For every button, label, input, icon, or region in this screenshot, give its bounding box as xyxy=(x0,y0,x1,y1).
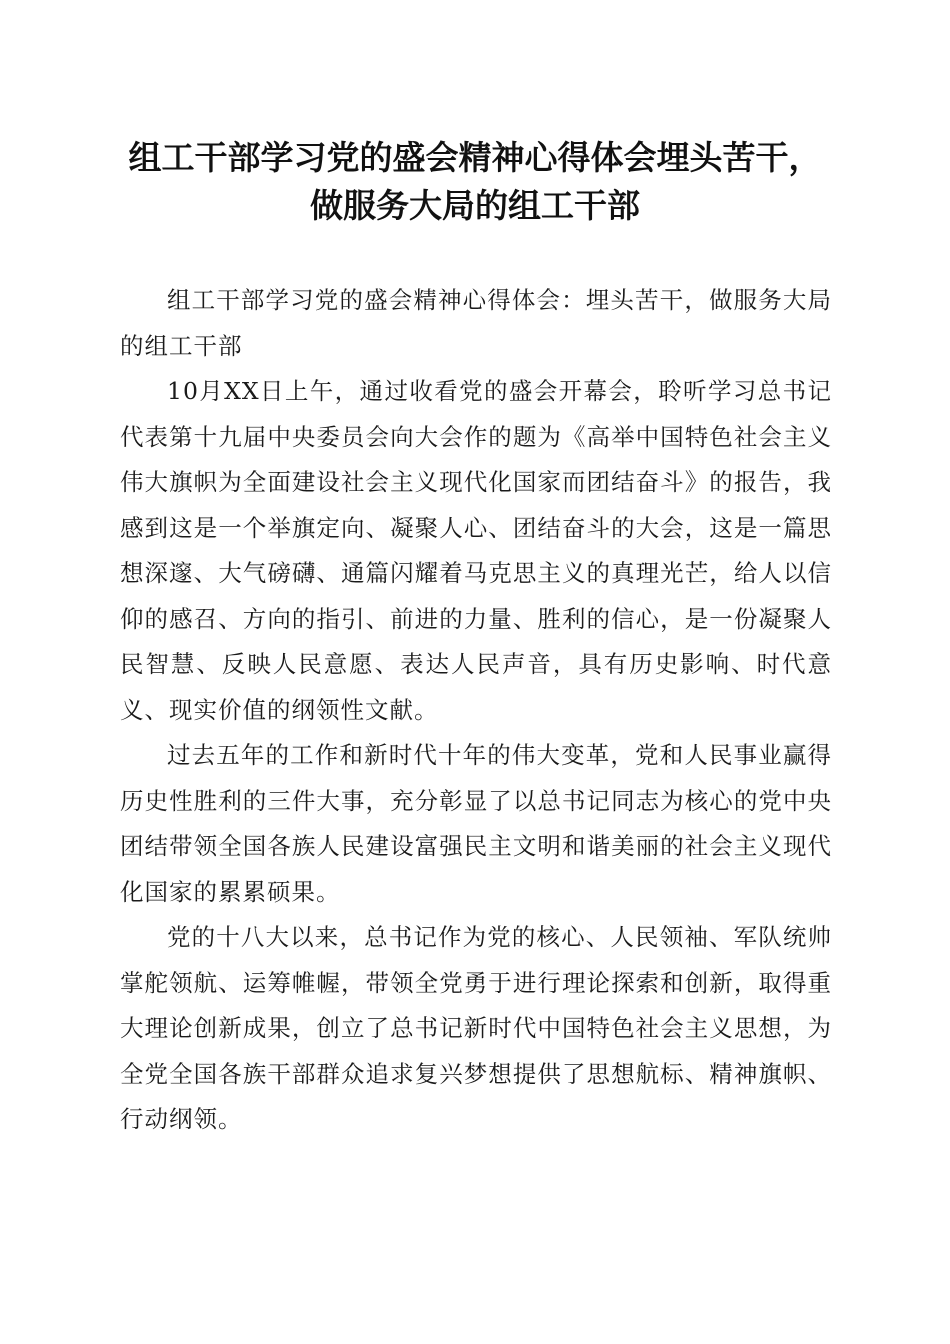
title-line-2: 做服务大局的组工干部 xyxy=(310,186,640,225)
title-line-1: 组工干部学习党的盛会精神心得体会埋头苦干， xyxy=(128,138,822,177)
paragraph-subtitle: 组工干部学习党的盛会精神心得体会：埋头苦干，做服务大局的组工干部 xyxy=(120,286,832,360)
paragraph-report-impression: 10月XX日上午，通过收看党的盛会开幕会，聆听学习总书记代表第十九届中央委员会向大会作的题为《高举中国特色社会主义伟大旗帜为全面建设社会主义现代化国家而团结奋斗》的报告，我感到这是一个举旗定向、凝聚人心、团结奋斗的大会，这是一篇思想深邃、大气磅礴、通篇闪耀着马克思主义的真理光芒，给人以信仰的感召、方向的指引、前进的力量、胜利的信心，是一份凝聚人民智慧、反映人民意愿、表达人民声音，具有历史影响、时代意义、现实价值的纲领性文献。 xyxy=(120,377,832,724)
paragraph-eighteenth-congress: 党的十八大以来，总书记作为党的核心、人民领袖、军队统帅掌舵领航、运筹帷幄，带领全党勇于进行理论探索和创新，取得重大理论创新成果，创立了总书记新时代中国特色社会主义思想，为全党全国各族干部群众追求复兴梦想提供了思想航标、精神旗帜、行动纲领。 xyxy=(120,923,832,1133)
document-title xyxy=(100,134,850,230)
document-body xyxy=(120,278,832,1143)
paragraph-five-years: 过去五年的工作和新时代十年的伟大变革，党和人民事业赢得历史性胜利的三件大事，充分彰显了以总书记同志为核心的党中央团结带领全国各族人民建设富强民主文明和谐美丽的社会主义现代化国家的累累硕果。 xyxy=(120,741,832,906)
